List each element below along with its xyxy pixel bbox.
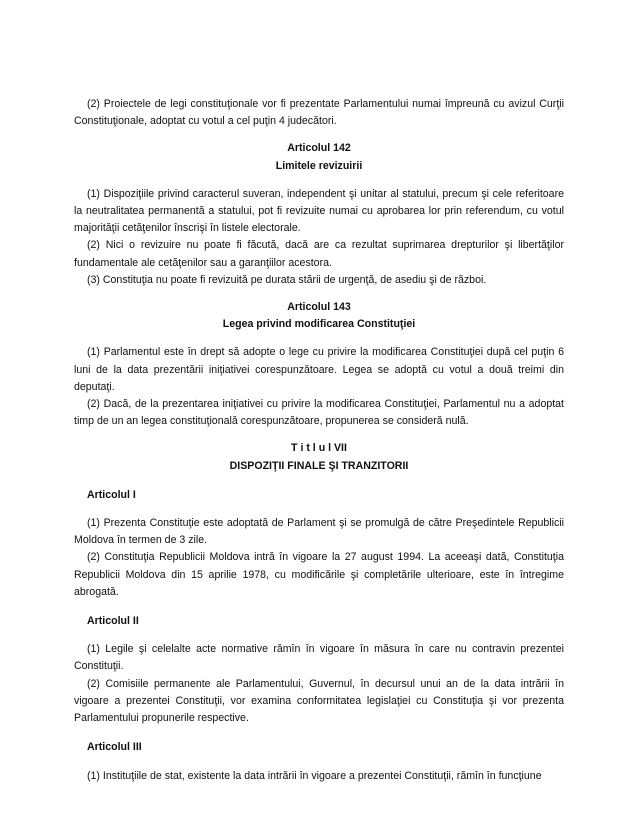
artII-paragraph-2: (2) Comisiile permanente ale Parlamentului, Guvernul, în decursul unui an de la data intrării în vigoare a prezentei Constituţii, vor examina conformitatea legislaţiei cu Constituţia şi vor prezenta Parlamentului propunerile respective.	[74, 677, 564, 725]
artII-paragraph-1: (1) Legile şi celelalte acte normative rămîn în vigoare în măsura în care nu contravin prezentei Constituţii.	[74, 643, 564, 673]
artI-title: Articolul I	[87, 488, 136, 501]
art142-title: Articolul 142	[287, 142, 351, 155]
art142-paragraph-1: (1) Dispoziţiile privind caracterul suveran, independent şi unitar al statului, precum şi cele referitoare la neutralitatea permanentă a statului, pot fi revizuite numai cu aprobarea lor prin referendum, cu votul majorităţii cetăţenilor înscrişi în listele electorale.	[74, 187, 564, 235]
art142-paragraph-2: (2) Nici o revizuire nu poate fi făcută, dacă are ca rezultat suprimarea drepturilor şi libertăţilor fundamentale ale cetăţenilor sau a garanţiilor acestora.	[74, 239, 564, 269]
art143-paragraph-1: (1) Parlamentul este în drept să adopte o lege cu privire la modificarea Constituţiei după cel puţin 6 luni de la data prezentării iniţiativei corespunzătoare. Legea se adoptă cu votul a două treimi din deputaţi.	[74, 346, 564, 393]
document-page	[74, 96, 564, 785]
art143-heading	[74, 299, 564, 333]
artI-paragraph-1: (1) Prezenta Constituţie este adoptată de Parlament şi se promulgă de către Preşedintele Republicii Moldova în termen de 3 zile.	[74, 517, 564, 547]
artIII-title: Articolul III	[87, 741, 142, 754]
art143-subtitle: Legea privind modificarea Constituţiei	[222, 318, 416, 331]
title7-title: T i t l u l VII	[291, 442, 347, 455]
artII-title: Articolul II	[87, 615, 139, 628]
art141-paragraph-2: (2) Proiectele de legi constituţionale vor fi prezentate Parlamentului numai împreună cu avizul Curţii Constituţionale, adoptat cu votul a cel puţin 4 judecători.	[74, 98, 564, 128]
art142-paragraph-3: (3) Constituţia nu poate fi revizuită pe durata stării de urgenţă, de asediu şi de război.	[87, 273, 487, 286]
title7-subtitle: DISPOZIŢII FINALE ŞI TRANZITORII	[229, 459, 409, 472]
artI-paragraph-2: (2) Constituţia Republicii Moldova intră în vigoare la 27 august 1994. La aceeaşi dată, Constituţia Republicii Moldova din 15 aprilie 1978, cu modificările şi completările ulterioare, este în întregime abrogată.	[74, 551, 564, 598]
title7-heading	[74, 440, 564, 474]
art142-subtitle: Limitele revizuirii	[275, 159, 363, 172]
artIII-paragraph-1: (1) Instituţiile de stat, existente la data intrării în vigoare a prezentei Constituţii, rămîn în funcţiune	[87, 769, 542, 782]
art142-heading	[74, 140, 564, 174]
art143-paragraph-2: (2) Dacă, de la prezentarea iniţiativei cu privire la modificarea Constituţiei, Parlamentul nu a adoptat timp de un an legea constituţională corespunzătoare, propunerea se consideră nulă.	[74, 398, 564, 428]
art143-title: Articolul 143	[287, 301, 351, 314]
